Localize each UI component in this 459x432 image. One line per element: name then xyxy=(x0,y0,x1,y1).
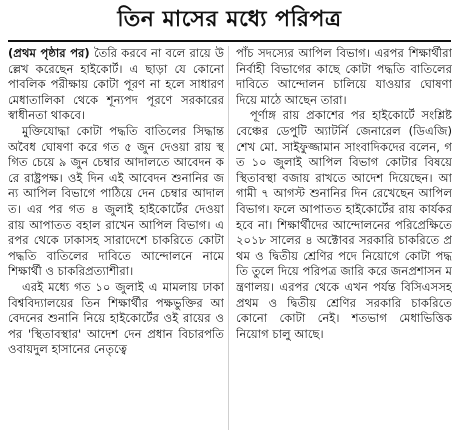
right-column xyxy=(236,46,452,430)
paragraph: পূর্ণাঙ্গ রায় প্রকাশের পর হাইকোর্টে সংশ্লিষ্ট বেঞ্চের ডেপুটি অ্যাটর্নি জেনারেল (ডিএজি) শেখ মো. সাইফুজ্জামান সাংবাদিকদের বলেন, গত ১০ জুলাই আপিল বিভাগ কোটার বিষয়ে স্থিতাবস্থা বজায় রাখতে আদেশ দিয়েছেন। আগামী ৭ আগস্ট শুনানির দিন রেখেছেন আপিল বিভাগ। ফলে আপাতত হাইকোর্টের রায় কার্যকর হবে না। শিক্ষার্থীদের আন্দোলনের পরিপ্রেক্ষিতে ২০১৮ সালের ৪ অক্টোবর সরকারি চাকরিতে প্রথম ও দ্বিতীয় শ্রেণির পদে নিয়োগে কোটা পদ্ধতি তুলে দিয়ে পরিপত্র জারি করে জনপ্রশাসন মন্ত্রণালয়। এরপর থেকে এখন পর্যন্ত বিসিএসসহ প্রথম ও দ্বিতীয় শ্রেণির সরকারি চাকরিতে কোনো কোটা নেই। শতভাগ মেধাভিত্তিক নিয়োগ চালু আছে। xyxy=(236,108,452,341)
paragraph: পাঁচ সদস্যের আপিল বিভাগ। এরপর শিক্ষার্থীরা নির্বাহী বিভাগের কাছে কোটা পদ্ধতি বাতিলের দাবিতে আন্দোলন চালিয়ে যাওয়ার ঘোষণা দিয়ে মাঠে আছেন তারা। xyxy=(236,46,452,107)
headline: তিন মাসের মধ্যে পরিপত্র xyxy=(117,7,342,32)
paragraph xyxy=(8,46,224,124)
paragraph-text: তৈরি করবে না বলে রায়ে উল্লেখ করেছেন হাইকোর্ট। এ ছাড়া যে কোনো পাবলিক পরীক্ষায় কোটা পূরণ না হলে সাধারণ মেধাতালিকা থেকে শূন্যপদ পূরণে সরকারের স্বাধীনতা থাকবে। xyxy=(8,46,224,123)
paragraph: মুক্তিযোদ্ধা কোটা পদ্ধতি বাতিলের সিদ্ধান্ত অবৈধ ঘোষণা করে গত ৫ জুন দেওয়া রায় স্থগিত চেয়ে ৯ জুন চেম্বার আদালতে আবেদন করে রাষ্ট্রপক্ষ। ওই দিন এই আবেদন শুনানির জন্য আপিল বিভাগে পাঠিয়ে দেন চেম্বার আদালত। এর পর গত ৪ জুলাই হাইকোর্টের দেওয়া রায় আপাতত বহাল রাখেন আপিল বিভাগ। এরপর থেকে ঢাকাসহ সারাদেশে চাকরিতে কোটা পদ্ধতি বাতিলের দাবিতে আন্দোলনে নামে শিক্ষার্থী ও চাকরিপ্রত্যাশীরা। xyxy=(8,123,224,279)
column-divider xyxy=(228,46,229,430)
continued-label: (প্রথম পৃষ্ঠার পর) xyxy=(8,46,90,60)
headline-rule xyxy=(8,40,451,42)
paragraph: এরই মধ্যে গত ১০ জুলাই এ মামলায় ঢাকা বিশ্ববিদ্যালয়ের তিন শিক্ষার্থীর পক্ষভুক্তির আবেদনের শুনানি নিয়ে হাইকোর্টের ওই রায়ের ওপর 'স্থিতাবস্থার' আদেশ দেন প্রধান বিচারপতি ওবায়দুল হাসানের নেতৃত্বে xyxy=(8,279,224,357)
left-column xyxy=(8,46,224,430)
